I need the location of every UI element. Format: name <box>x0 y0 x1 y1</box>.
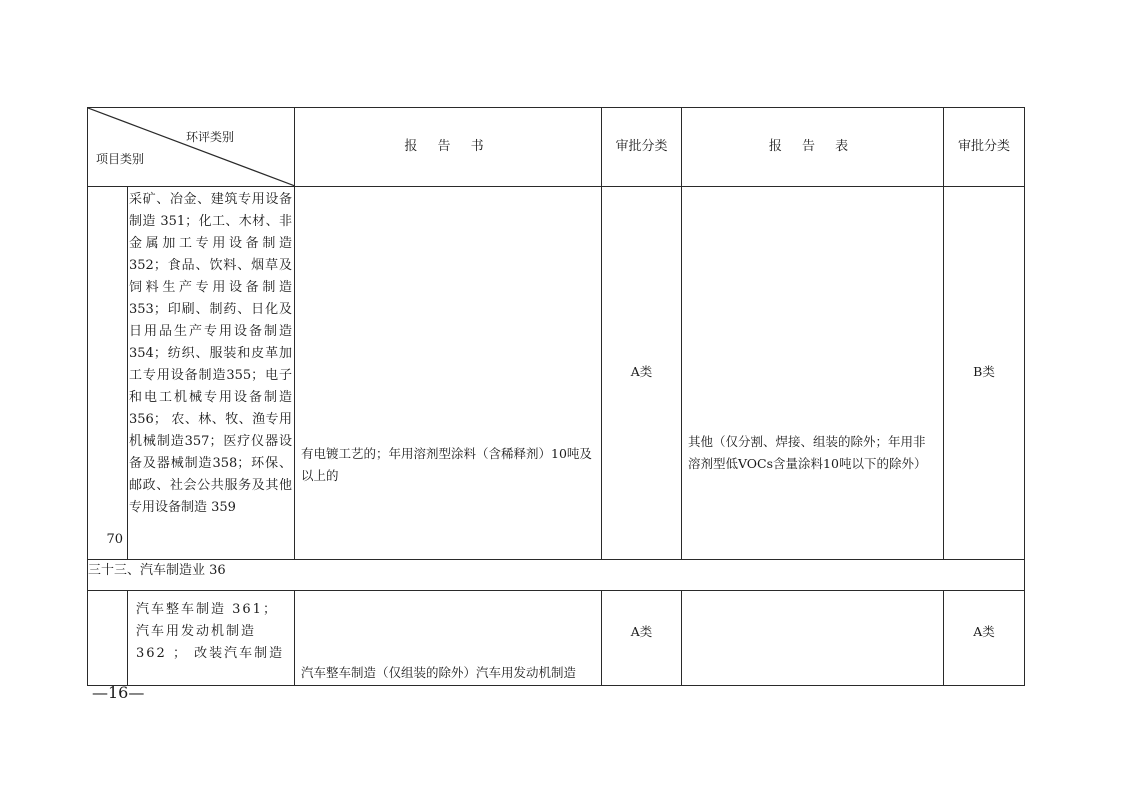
report-book-header: 报 告 书 <box>295 108 602 187</box>
page-number: —16— <box>92 683 145 702</box>
approval-cell-2 <box>944 187 1025 560</box>
diagonal-header-cell <box>88 108 295 187</box>
table-row <box>88 187 1025 560</box>
report-form-cell <box>682 187 944 560</box>
row-number-cell <box>88 591 128 686</box>
project-category-cell: 采矿、冶金、建筑专用设备制造 351；化工、木材、非金属加工专用设备制造352；食品、饮料、烟草及饲料生产专用设备制造 353；印刷、制药、日化及日用品生产专用设备制造 354；纺织、服装和皮革加工专用设备制造355；电子和电工机械专用设备制造 356； 农、林、牧、渔专用机械制造357；医疗仪器设备及器械制造358；环保、邮政、社会公共服务及其他专用设备制造 359 <box>128 187 295 560</box>
approval-cell-1 <box>602 591 682 686</box>
report-form-header: 报 告 表 <box>682 108 944 187</box>
report-book-text: 有电镀工艺的；年用溶剂型涂料（含稀释剂）10吨及以上的 <box>301 446 592 483</box>
report-form-text: 其他（仅分割、焊接、组装的除外；年用非溶剂型低VOCs含量涂料10吨以下的除外） <box>688 434 927 471</box>
approval-class-2: A类 <box>973 624 995 639</box>
classification-table <box>87 107 1025 686</box>
column-category-label: 环评类别 <box>186 130 235 144</box>
approval-cell-2 <box>944 591 1025 686</box>
report-book-text: 汽车整车制造（仅组装的除外）汽车用发动机制造 <box>301 665 577 680</box>
row-number-cell <box>88 187 128 560</box>
approval-class-1: A类 <box>630 624 653 639</box>
approval-class-2: B类 <box>973 364 995 379</box>
section-row <box>88 560 1025 591</box>
report-book-cell <box>295 187 602 560</box>
approval-cell-1 <box>602 187 682 560</box>
approval-header-1: 审批分类 <box>602 108 682 187</box>
table-row <box>88 591 1025 686</box>
section-title: 三十三、汽车制造业 36 <box>88 560 1025 591</box>
row-number: 70 <box>106 532 123 547</box>
report-form-cell <box>682 591 944 686</box>
project-category-cell: 汽车整车制造 361；汽车用发动机制造 362 ； 改装汽车制造 <box>128 591 295 686</box>
approval-header-2: 审批分类 <box>944 108 1025 187</box>
row-category-label: 项目类别 <box>96 152 145 166</box>
report-book-cell <box>295 591 602 686</box>
table-header-row <box>88 108 1025 187</box>
approval-class-1: A类 <box>630 364 653 379</box>
